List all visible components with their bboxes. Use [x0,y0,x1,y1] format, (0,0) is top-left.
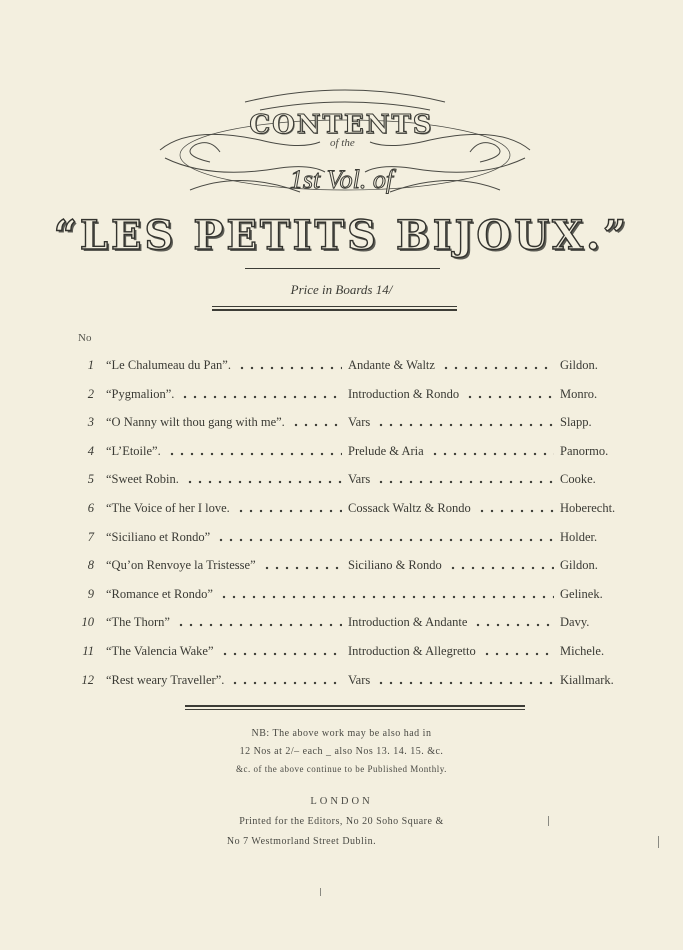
entry-composer: Hoberecht. [560,501,616,515]
dot-leader [482,652,554,656]
entry-form: Introduction & Andante [348,615,468,630]
list-item [0,587,683,609]
entry-composer: Cooke. [560,472,596,487]
printer-line-1: Printed for the Editors, No 20 Soho Square & [239,816,444,827]
entry-form: Cossack Waltz & Rondo [348,501,471,515]
dot-leader [448,566,554,570]
title-contents: CONTENTS [249,110,434,140]
dot-leader [180,395,342,399]
list-item [0,644,683,666]
entry-title: “Le Chalumeau du Pan”. [106,358,231,372]
title-work: “LES PETITS BIJOUX.” [53,212,630,259]
footer-rule-top [185,705,525,707]
entry-form: Introduction & Rondo [348,386,460,401]
entry-title: “Siciliano et Rondo” [106,529,211,544]
dot-leader [262,566,342,570]
list-item [0,358,683,380]
entry-number: 3 [87,415,94,430]
entry-title: “Qu’on Renvoye la Tristesse” [106,558,256,573]
paper-mark [658,836,659,848]
dot-leader [236,509,342,513]
entry-title: “L’Etoile”. [106,443,161,458]
footer-rule-bottom [185,709,525,710]
title-of-the: of the [330,137,355,149]
entry-composer: Holder. [560,529,598,544]
list-item [0,615,683,637]
entry-composer: Panormo. [560,443,609,458]
paper-mark [548,816,549,826]
entry-title: “O Nanny wilt thou gang with me”. [106,415,285,430]
entry-title: “Pygmalion”. [106,386,175,401]
entry-number: 1 [87,358,94,372]
dot-leader [216,538,554,542]
entry-form: Vars [348,472,371,487]
title-rule-thin [245,268,440,269]
list-item [0,501,683,523]
entry-composer: Gildon. [560,358,598,372]
entry-form: Vars [348,672,371,687]
entry-composer: Kiallmark. [560,672,614,687]
dot-leader [477,509,554,513]
entry-form: Introduction & Allegretto [348,644,476,658]
entry-title: “Romance et Rondo” [106,586,213,601]
dot-leader [376,423,554,427]
dot-leader [185,480,342,484]
dot-leader [237,366,342,370]
dot-leader [441,366,554,370]
entry-number: 2 [87,386,94,401]
entry-form: Vars [348,415,371,430]
entry-title: “The Thorn” [106,615,170,630]
dot-leader [220,652,342,656]
price-rule-double-2 [212,309,457,311]
entry-number: 6 [87,501,94,515]
list-item [0,530,683,552]
entry-composer: Monro. [560,386,598,401]
entry-title: “Rest weary Traveller”. [106,672,225,687]
dot-leader [167,452,342,456]
dot-leader [230,681,342,685]
dot-leader [376,681,554,685]
note-line-2: 12 Nos at 2/– each _ also Nos 13. 14. 15. &c. [239,746,444,757]
paper-mark [320,888,321,896]
price-line: Price in Boards 14/ [290,282,393,297]
list-item [0,387,683,409]
entry-form: Prelude & Aria [348,443,424,458]
note-line-3: &c. of the above continue to be Published Monthly. [236,764,447,774]
entry-composer: Slapp. [560,415,592,430]
list-item [0,415,683,437]
entry-number: 5 [87,472,94,487]
number-column-header: No [78,332,92,344]
list-item [0,673,683,695]
dot-leader [376,480,554,484]
dot-leader [291,423,342,427]
title-volume: 1st Vol. of [289,165,394,194]
dot-leader [176,623,342,627]
dot-leader [473,623,554,627]
entry-composer: Gelinek. [560,586,603,601]
entry-number: 11 [82,644,94,658]
entry-title: “Sweet Robin. [106,472,179,487]
entry-composer: Davy. [560,615,590,630]
note-line-1: NB: The above work may be also had in [251,728,432,739]
dot-leader [430,452,554,456]
entry-number: 12 [81,672,94,687]
entry-number: 7 [87,529,94,544]
list-item [0,444,683,466]
dot-leader [465,395,554,399]
entry-form: Andante & Waltz [348,358,435,372]
entry-form: Siciliano & Rondo [348,558,442,573]
dot-leader [219,595,554,599]
entry-number: 9 [87,586,94,601]
list-item [0,472,683,494]
entry-composer: Michele. [560,644,605,658]
entry-number: 10 [81,615,94,630]
list-item [0,558,683,580]
imprint-city: LONDON [310,796,373,807]
printer-line-2: No 7 Westmorland Street Dublin. [226,836,377,847]
entry-composer: Gildon. [560,558,598,573]
entry-number: 8 [87,558,94,573]
price-rule-double [212,306,457,307]
entry-title: “The Valencia Wake” [106,644,214,658]
entry-number: 4 [87,443,94,458]
entry-title: “The Voice of her I love. [106,501,230,515]
